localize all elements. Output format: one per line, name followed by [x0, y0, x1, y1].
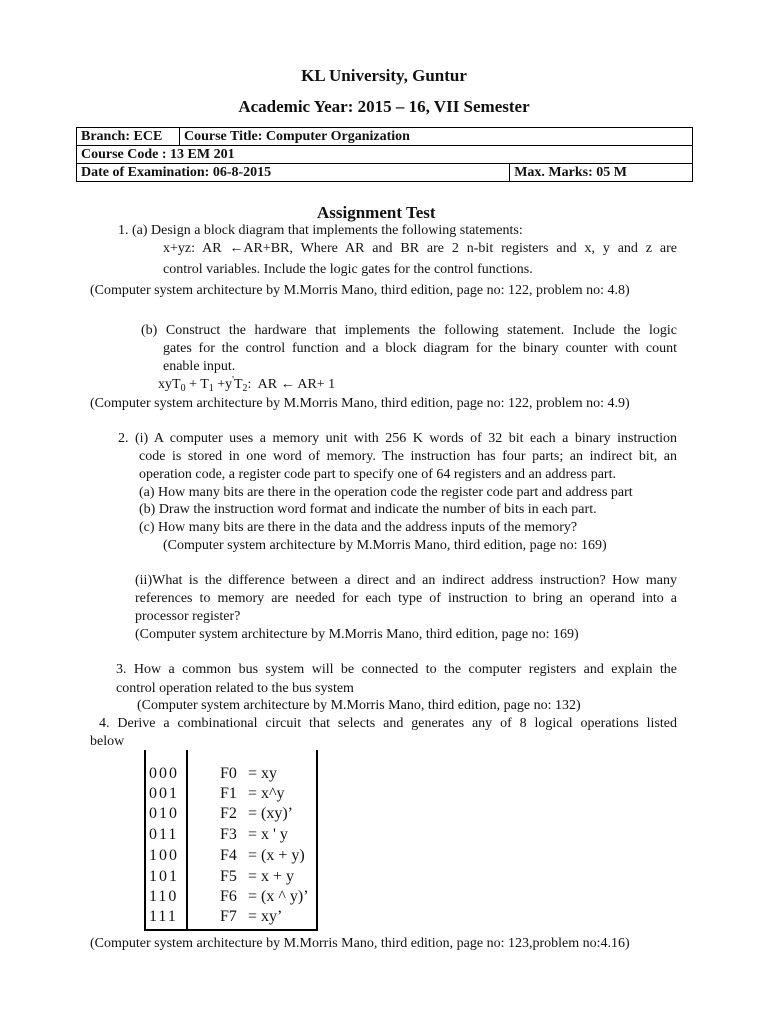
q2i-part-b: (b) Draw the instruction word format and indicate the number of bits in each part.	[139, 502, 597, 517]
op-code: 111	[149, 908, 178, 925]
q1b-line3: enable input.	[163, 359, 236, 374]
op-row	[144, 846, 318, 866]
op-function: F5	[220, 868, 237, 885]
q2ii-line2: references to memory are needed for each type of instruction to bring an operand into a	[135, 591, 677, 606]
op-function: F0	[220, 765, 237, 782]
op-row	[144, 804, 318, 824]
op-expression: = x + y	[248, 868, 295, 885]
op-code: 001	[149, 785, 179, 802]
university-title: KL University, Guntur	[301, 66, 467, 85]
op-expression: = x^y	[248, 785, 285, 802]
course-info-table	[76, 127, 693, 182]
academic-year: Academic Year: 2015 – 16, VII Semester	[238, 97, 530, 116]
q2ii-line1: (ii)What is the difference between a direct and an indirect address instruction? How many	[135, 573, 677, 588]
op-row	[144, 764, 318, 784]
course-title-cell: Course Title: Computer Organization	[180, 128, 693, 146]
q3-line1: 3. How a common bus system will be connected to the computer registers and explain the	[116, 662, 677, 677]
op-function: F6	[220, 888, 237, 905]
op-row	[144, 907, 318, 927]
op-expression: = (x + y)	[248, 847, 305, 864]
branch-cell: Branch: ECE	[77, 128, 180, 146]
op-code: 101	[149, 868, 179, 885]
op-code: 010	[149, 805, 179, 822]
op-expression: = xy	[248, 765, 278, 782]
op-function: F2	[220, 805, 237, 822]
logical-operations-table	[144, 750, 318, 931]
op-expression: = (xy)’	[248, 805, 294, 822]
op-row	[144, 887, 318, 907]
q2i-part-a: (a) How many bits are there in the operation code the register code part and address part	[139, 485, 633, 500]
op-function: F1	[220, 785, 237, 802]
exam-date-cell: Date of Examination: 06-8-2015	[77, 164, 510, 182]
table-bottom-border	[144, 929, 318, 931]
op-code: 000	[149, 765, 179, 782]
q2ii-line3: processor register?	[135, 609, 241, 624]
op-code: 011	[149, 826, 179, 843]
op-code: 100	[149, 847, 179, 864]
q2i-part-c: (c) How many bits are there in the data and the address inputs of the memory?	[139, 520, 578, 535]
op-code: 110	[149, 888, 179, 905]
q1b-line2: gates for the control function and a block diagram for the binary counter with count	[163, 341, 677, 356]
q4-reference: (Computer system architecture by M.Morris Mano, third edition, page no: 123,problem no:4.16)	[90, 936, 630, 951]
q1a-line1: 1. (a) Design a block diagram that implements the following statements:	[118, 223, 523, 238]
op-expression: = xy’	[248, 908, 283, 925]
q4-line2: below	[90, 734, 125, 749]
q2i-line2: code is stored in one word of memory. The instruction has four parts; an indirect bit, an	[139, 449, 677, 464]
q1a-reference: (Computer system architecture by M.Morris Mano, third edition, page no: 122, problem no: 4.8)	[90, 283, 630, 298]
q1a-line2: x+yz: AR ←AR+BR, Where AR and BR are 2 n-bit registers and x, y and z are	[163, 241, 677, 256]
op-row	[144, 825, 318, 845]
q2ii-reference: (Computer system architecture by M.Morris Mano, third edition, page no: 169)	[135, 627, 579, 642]
op-expression: = (x ^ y)’	[248, 888, 309, 905]
op-function: F7	[220, 908, 237, 925]
q1b-equation: $xyT_0 + T_1 +y'T_2$: AR ← AR+ 1	[158, 375, 336, 394]
course-code-cell: Course Code : 13 EM 201	[77, 146, 693, 164]
op-row	[144, 784, 318, 804]
max-marks-cell: Max. Marks: 05 M	[510, 164, 693, 182]
q3-reference: (Computer system architecture by M.Morris Mano, third edition, page no: 132)	[137, 698, 581, 713]
q1b-reference: (Computer system architecture by M.Morris Mano, third edition, page no: 122, problem no: 4.9)	[90, 396, 630, 411]
q2i-reference: (Computer system architecture by M.Morris Mano, third edition, page no: 169)	[163, 538, 607, 553]
op-function: F4	[220, 847, 237, 864]
op-expression: = x ' y	[248, 826, 288, 843]
test-title: Assignment Test	[317, 203, 436, 222]
q1b-line1: (b) Construct the hardware that implements the following statement. Include the logic	[141, 323, 677, 338]
q2i-line1: 2. (i) A computer uses a memory unit with 256 K words of 32 bit each a binary instruction	[118, 431, 677, 446]
q2i-line3: operation code, a register code part to specify one of 64 registers and an address part.	[139, 467, 616, 482]
q1a-line3: control variables. Include the logic gates for the control functions.	[163, 262, 533, 277]
op-row	[144, 867, 318, 887]
op-function: F3	[220, 826, 237, 843]
q3-line2: control operation related to the bus system	[116, 681, 354, 696]
q4-line1: 4. Derive a combinational circuit that selects and generates any of 8 logical operations listed	[99, 716, 677, 731]
